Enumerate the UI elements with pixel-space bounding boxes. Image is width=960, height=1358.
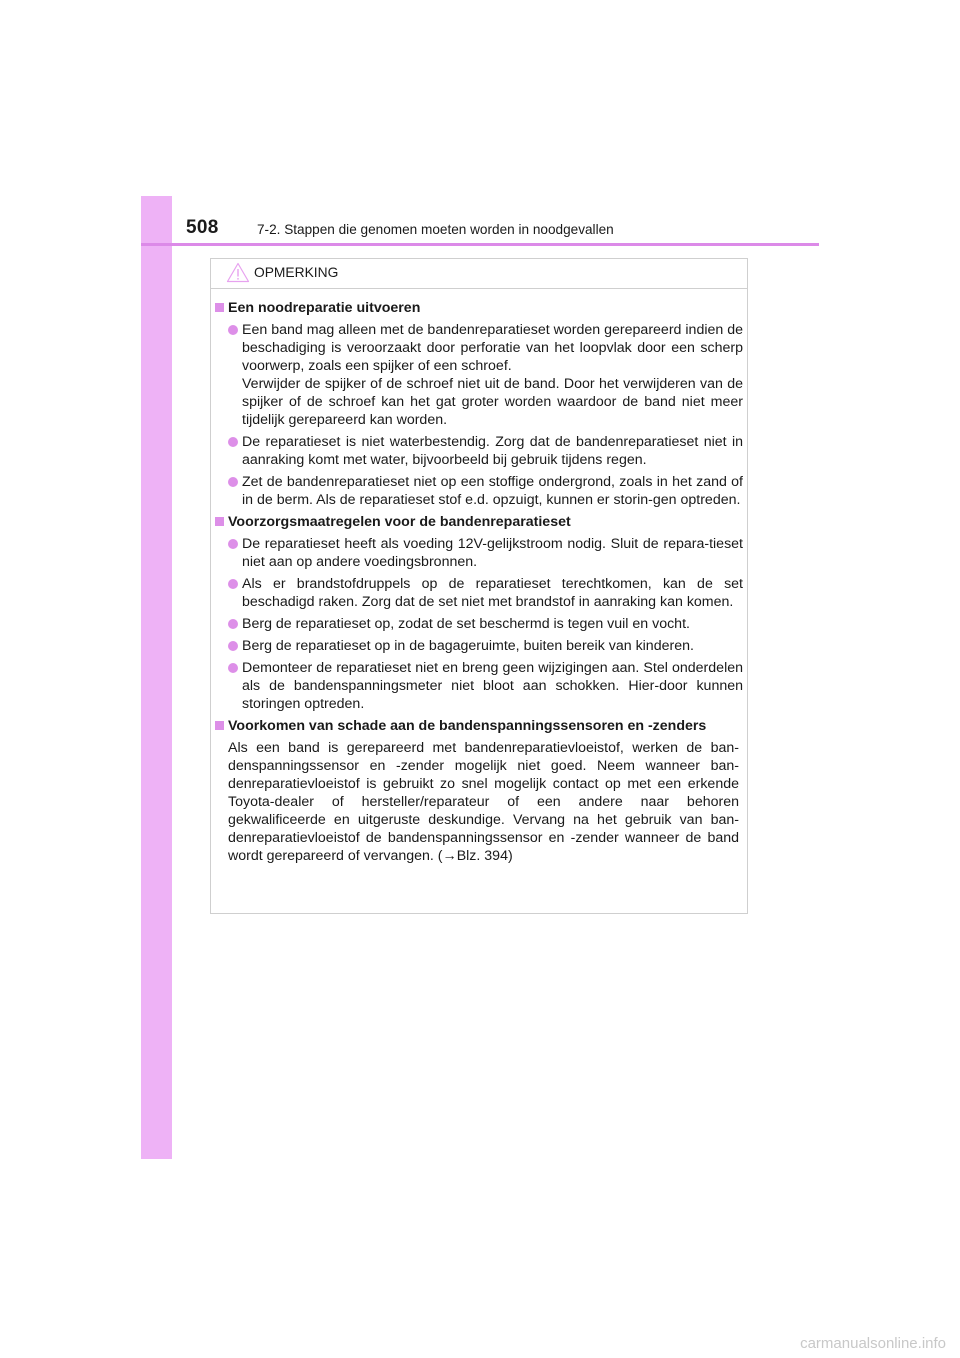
round-bullet-icon: [228, 477, 238, 487]
section-heading: Voorkomen van schade aan de bandenspanningssensoren en -zenders: [211, 717, 749, 735]
section-paragraph: Als een band is gerepareerd met bandenreparatievloeistof, werken de ban-denspanningssensor en -zender mogelijk niet goed. Neem wanneer ban-denreparatievloeistof is gebruikt zo snel mogelijk contact op met een erkende Toyota-dealer of hersteller/reparateur of een andere naar behoren gekwalificeerde en uitgeruste deskundige. Vervang na het gebruik van ban-denreparatievloeistof de bandenspanningssensor en -zender wanneer de band wordt gerepareerd of vervangen. (→Blz. 394): [228, 740, 739, 864]
square-bullet-icon: [215, 517, 224, 526]
list-item: Als er brandstofdruppels op de reparatieset terechtkomen, kan de set beschadigd raken. Zorg dat de set niet met brandstof in aanraking kan komen.: [211, 575, 749, 611]
notice-title: OPMERKING: [254, 265, 339, 280]
section-title: 7-2. Stappen die genomen moeten worden in noodgevallen: [257, 222, 614, 237]
list-item: De reparatieset heeft als voeding 12V-gelijkstroom nodig. Sluit de repara-tieset niet aan op andere voedingsbronnen.: [211, 535, 749, 571]
round-bullet-icon: [228, 641, 238, 651]
list-item: Demonteer de reparatieset niet en breng geen wijzigingen aan. Stel onderdelen als de bandenspanningsmeter niet bloot aan schokken. Hier-door kunnen storingen optreden.: [211, 659, 749, 713]
round-bullet-icon: [228, 325, 238, 335]
square-bullet-icon: [215, 721, 224, 730]
side-tab-strip: [141, 196, 172, 1159]
round-bullet-icon: [228, 579, 238, 589]
warning-triangle-icon: [226, 262, 250, 283]
round-bullet-icon: [228, 663, 238, 673]
page-number: 508: [186, 217, 219, 238]
list-item: De reparatieset is niet waterbestendig. Zorg dat de bandenreparatieset niet in aanraking komt met water, bijvoorbeeld bij gebruik tijdens regen.: [211, 433, 749, 469]
notice-box: [210, 258, 748, 914]
round-bullet-icon: [228, 619, 238, 629]
round-bullet-icon: [228, 539, 238, 549]
square-bullet-icon: [215, 303, 224, 312]
round-bullet-icon: [228, 437, 238, 447]
list-item: Berg de reparatieset op in de bagageruimte, buiten bereik van kinderen.: [211, 637, 749, 655]
list-item: Berg de reparatieset op, zodat de set beschermd is tegen vuil en vocht.: [211, 615, 749, 633]
watermark-text: carmanualsonline.info: [800, 1335, 946, 1352]
list-item: Zet de bandenreparatieset niet op een stoffige ondergrond, zoals in het zand of in de berm. Als de reparatieset stof e.d. opzuigt, kunnen er storin-gen optreden.: [211, 473, 749, 509]
section-heading: Voorzorgsmaatregelen voor de bandenreparatieset: [211, 513, 749, 531]
notice-header: [211, 259, 747, 289]
list-item: Een band mag alleen met de bandenreparatieset worden gerepareerd indien de beschadiging is veroorzaakt door perforatie van het loopvlak door een scherp voorwerp, zoals een spijker of een schroef. Verwijder de spijker of de schroef niet uit de band. Door het verwijderen van de spijker of de schroef kan het gat groter worden waardoor de band niet meer tijdelijk gerepareerd kan worden.: [211, 321, 749, 429]
header-rule: [141, 243, 819, 246]
section-heading: Een noodreparatie uitvoeren: [211, 299, 749, 317]
notice-content: [211, 299, 749, 865]
